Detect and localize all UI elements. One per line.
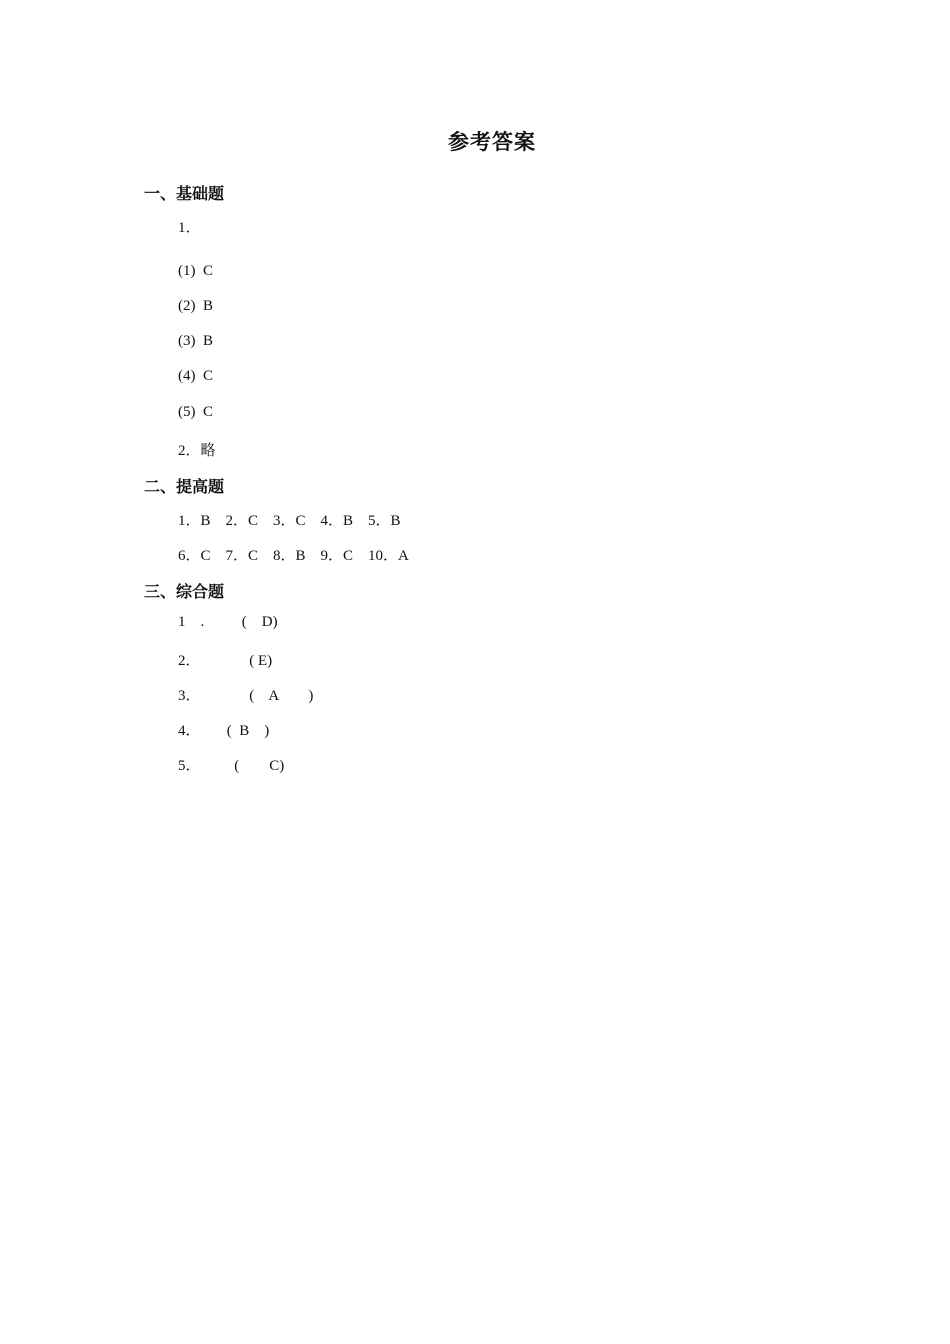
answer-line: 1．	[178, 220, 201, 236]
answer-line: (2) B	[178, 298, 213, 314]
section-heading-basic: 一、基础题	[144, 184, 225, 203]
answer-line: 5． ( C)	[178, 758, 285, 774]
answer-line: 2．略	[178, 443, 216, 459]
answer-line: 2． ( E)	[178, 653, 273, 669]
answer-line: 4． ( B )	[178, 723, 270, 739]
answer-line: (4) C	[178, 368, 213, 384]
answer-line: (5) C	[178, 404, 213, 420]
answer-line: 6．C 7．C 8．B 9．C 10．A	[178, 548, 409, 564]
answer-line: 1 . ( D)	[178, 614, 278, 630]
section-heading-advanced: 二、提高题	[144, 477, 225, 496]
answer-line: (3) B	[178, 333, 213, 349]
page-title: 参考答案	[448, 129, 536, 154]
answer-line: (1) C	[178, 263, 213, 279]
section-heading-comprehensive: 三、综合题	[144, 582, 225, 601]
answer-line: 3． ( A )	[178, 688, 314, 704]
answer-line: 1．B 2．C 3．C 4．B 5．B	[178, 513, 401, 529]
